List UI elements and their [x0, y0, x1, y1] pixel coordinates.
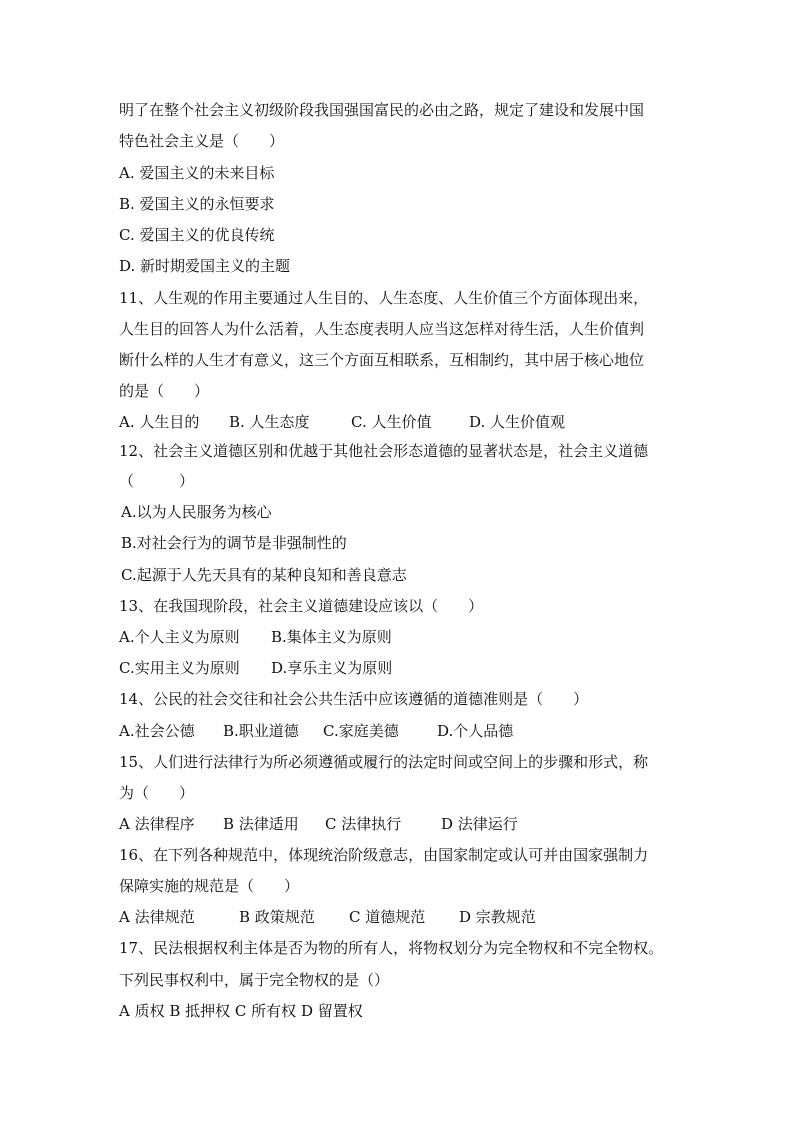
q12-option-b: B.对社会行为的调节是非强制性的	[121, 534, 347, 552]
q14-option-b: B.职业道德	[223, 722, 299, 740]
q13-options-row-1	[119, 627, 519, 647]
q15-question-line-2: 为（ ）	[119, 784, 195, 802]
q12-option-a: A.以为人民服务为核心	[121, 503, 272, 521]
q11-text-line-3: 断什么样的人生才有意义，这三个方面互相联系，互相制约，其中居于核心地位	[119, 351, 645, 369]
q15-options	[119, 814, 569, 834]
q15-option-c: C 法律执行	[325, 815, 402, 833]
q12-text-line-1: 12、社会主义道德区别和优越于其他社会形态道德的显著状态是，社会主义道德	[119, 442, 649, 460]
q16-option-d: D 宗教规范	[459, 908, 536, 926]
q10-option-a: A. 爱国主义的未来目标	[119, 164, 275, 182]
q11-option-c: C. 人生价值	[351, 413, 432, 431]
q11-text-line-1: 11、人生观的作用主要通过人生目的、人生态度、人生价值三个方面体现出来，	[119, 289, 649, 307]
q10-text-line-1: 明了在整个社会主义初级阶段我国强国富民的必由之路，规定了建设和发展中国	[119, 101, 645, 119]
q16-option-b: B 政策规范	[239, 908, 315, 926]
q11-text-line-2: 人生目的回答人为什么活着，人生态度表明人应当这怎样对待生活，人生价值判	[119, 320, 645, 338]
q10-option-c: C. 爱国主义的优良传统	[119, 226, 275, 244]
q16-option-c: C 道德规范	[349, 908, 426, 926]
q12-option-c: C.起源于人先天具有的某种良知和善良意志	[121, 566, 407, 584]
q16-question-line-2: 保障实施的规范是（ ）	[119, 877, 300, 895]
q10-text-line-2: 特色社会主义是（ ）	[119, 132, 285, 150]
q15-option-a: A 法律程序	[119, 815, 195, 833]
q13-option-d: D.享乐主义为原则	[271, 659, 393, 677]
q14-option-d: D.个人品德	[437, 722, 514, 740]
q10-option-d: D. 新时期爱国主义的主题	[119, 257, 291, 275]
q17-question-line-1: 17、民法根据权利主体是否为物的所有人，将物权划分为完全物权和不完全物权。	[119, 939, 664, 957]
q11-option-a: A. 人生目的	[119, 413, 200, 431]
q11-text-line-4: 的是（ ）	[119, 382, 210, 400]
q13-options-row-2	[119, 658, 519, 678]
q12-text-line-2: （ ）	[119, 472, 195, 490]
q16-options	[119, 907, 569, 927]
q13-option-c: C.实用主义为原则	[119, 659, 240, 677]
q15-option-b: B 法律适用	[223, 815, 299, 833]
q14-option-a: A.社会公德	[119, 722, 195, 740]
q11-option-b: B. 人生态度	[229, 413, 310, 431]
q15-option-d: D 法律运行	[441, 815, 518, 833]
q15-question-line-1: 15、人们进行法律行为所必须遵循或履行的法定时间或空间上的步骤和形式，称	[119, 753, 649, 771]
q11-option-d: D. 人生价值观	[469, 413, 566, 431]
q14-option-c: C.家庭美德	[323, 722, 399, 740]
q13-option-a: A.个人主义为原则	[119, 628, 240, 646]
q13-option-b: B.集体主义为原则	[271, 628, 392, 646]
q11-options	[119, 412, 719, 432]
q17-question-line-2: 下列民事权利中，属于完全物权的是（）	[119, 971, 390, 989]
q13-question: 13、在我国现阶段，社会主义道德建设应该以（ ）	[119, 597, 484, 615]
q16-question-line-1: 16、在下列各种规范中，体现统治阶级意志，由国家制定或认可并由国家强制力	[119, 846, 649, 864]
q16-option-a: A 法律规范	[119, 908, 195, 926]
q14-options	[119, 721, 569, 741]
q14-question: 14、公民的社会交往和社会公共生活中应该遵循的道德准则是（ ）	[119, 690, 589, 708]
q10-option-b: B. 爱国主义的永恒要求	[119, 195, 275, 213]
q17-options: A 质权 B 抵押权 C 所有权 D 留置权	[119, 1002, 363, 1020]
